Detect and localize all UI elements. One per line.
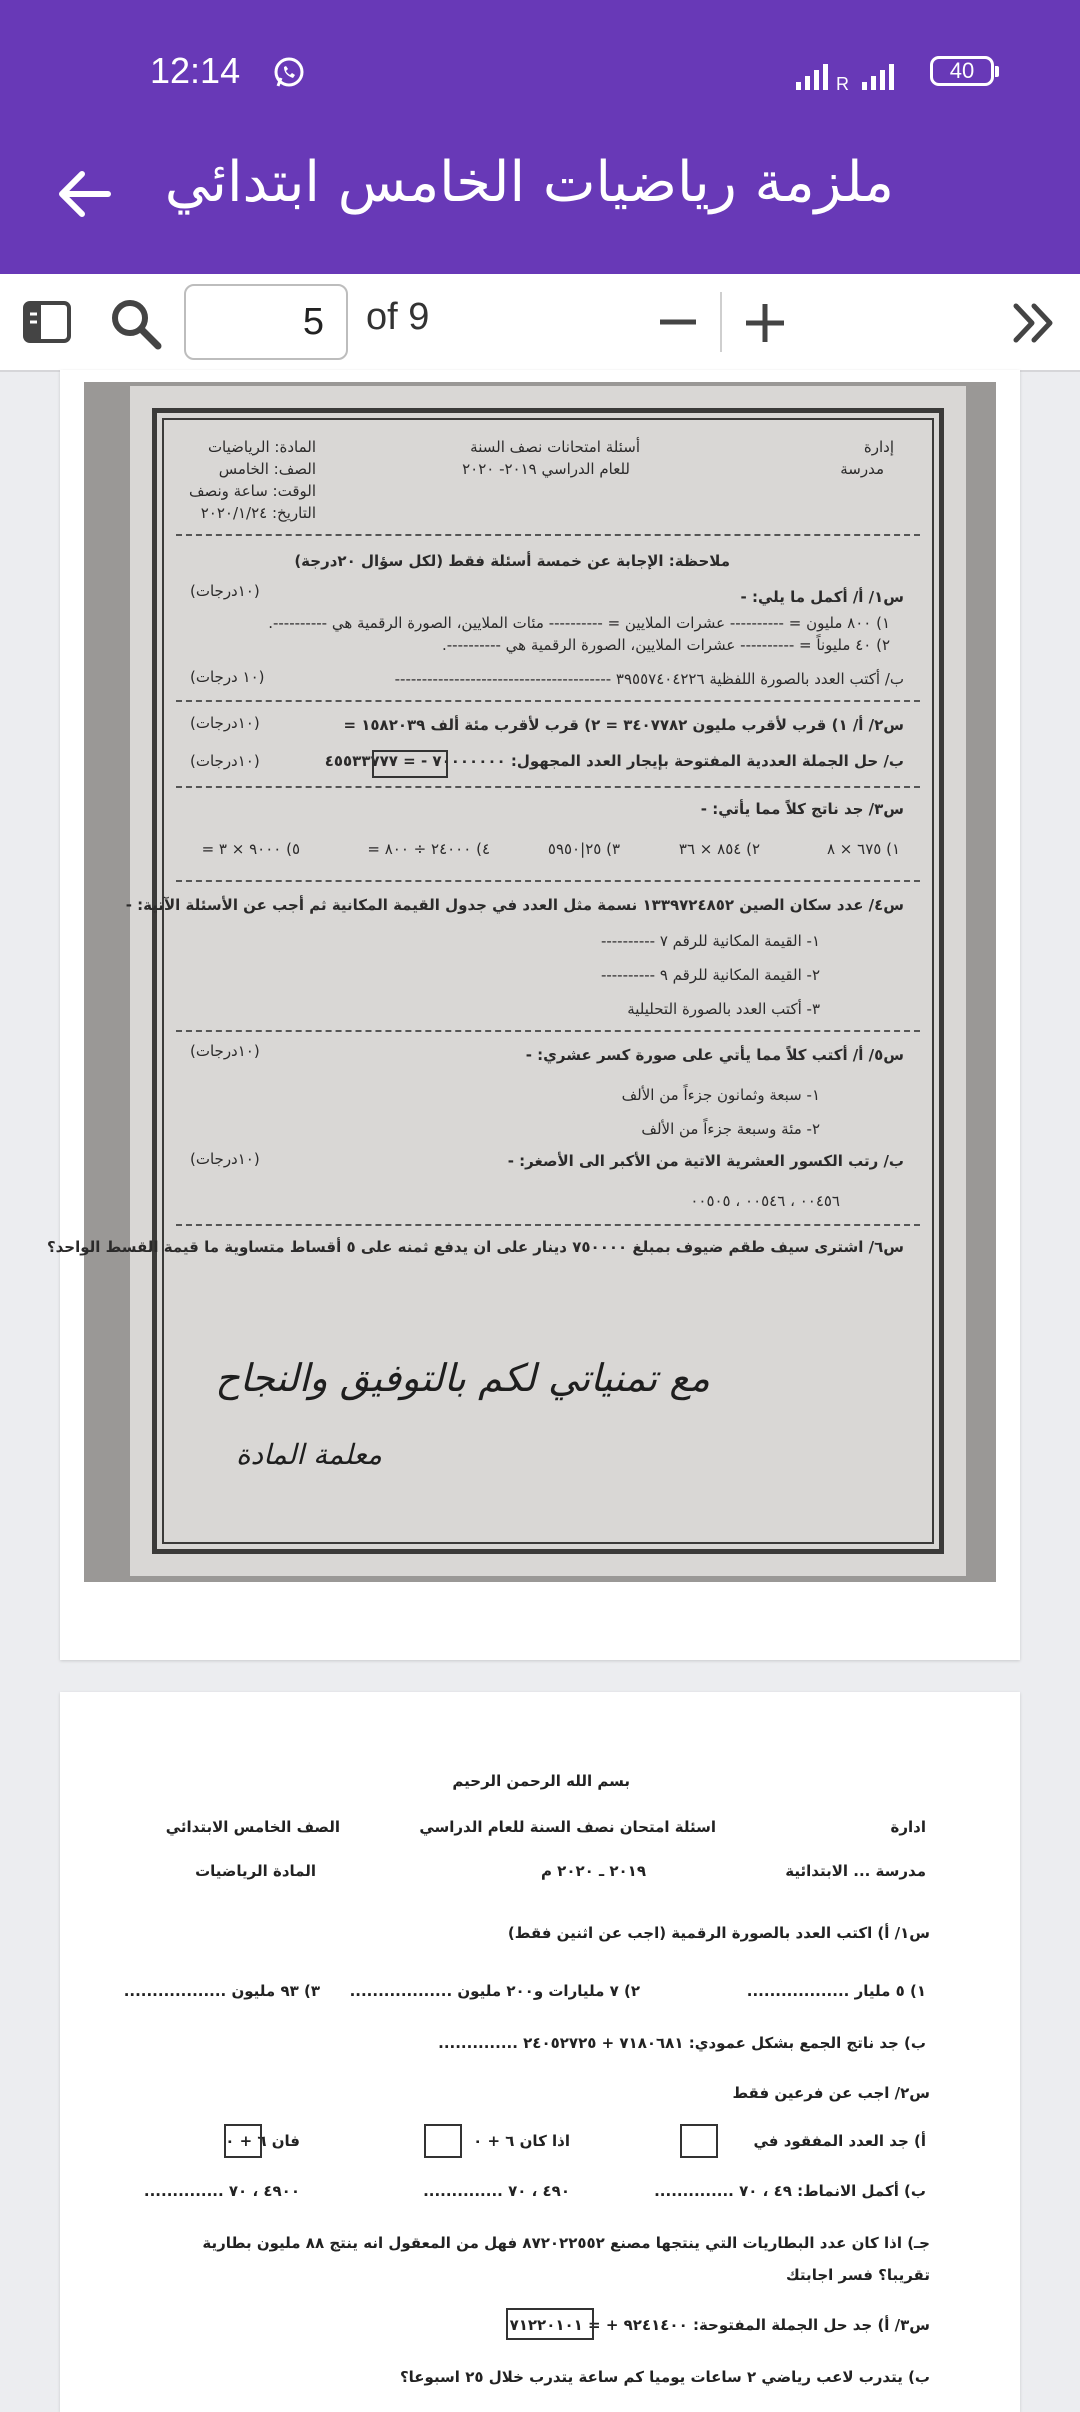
- divider: [176, 1224, 920, 1226]
- q1-line-1: ١) ٨٠٠ مليون = ---------- عشرات الملايين = ---------- مئات الملايين، الصورة الرقمية هي ----------.: [268, 614, 890, 632]
- p2-q2-a-3: فان ٦ + ٠: [225, 2132, 300, 2150]
- p2-q1-item-1: ١) ٥ مليار ..................: [746, 1982, 926, 2000]
- q2-b: ب/ حل الجملة العددية المفتوحة بإيجار العدد المجهول: ٧٠٠٠٠٠٠٠ - = ٤٥٥٣٣٧٧٧: [324, 752, 904, 770]
- q5-b: ب/ رتب الكسور العشرية الاتية من الأكبر الى الأصغر: -: [507, 1152, 904, 1170]
- header-left-2: الصف: الخامس: [218, 460, 316, 478]
- zoom-out-icon[interactable]: [656, 302, 700, 342]
- exam-note: ملاحظة: الإجابة عن خمسة أسئلة فقط (لكل سؤال ٢٠درجة): [294, 552, 730, 570]
- p2-q3: س٣/ أ) جد حل الجملة المفتوحة: ٩٢٤١٤٠٠ + = ٧١٢٢٠١٠١: [509, 2316, 930, 2334]
- divider: [176, 700, 920, 702]
- exam-paper: [46, 386, 966, 1576]
- p2-q2-b-3: ٤٩٠٠ ، ٧٠ ..............: [143, 2182, 300, 2200]
- zoom-in-icon[interactable]: [742, 300, 788, 346]
- header-left-3: الوقت: ساعة ونصف: [188, 482, 316, 500]
- toolbar-divider: [720, 292, 722, 352]
- q5-item-1: ١- سبعة وثمانون جزءاً من الألف: [621, 1086, 820, 1104]
- exam-sheet: [46, 426, 920, 1536]
- q4-item-3: ٣- أكتب العدد بالصورة التحليلية: [627, 1000, 820, 1018]
- p2-header-center-2: ٢٠١٩ ـ ٢٠٢٠ م: [540, 1862, 646, 1880]
- header-left-4: التاريخ: ٢٠٢٠/١/٢٤: [200, 504, 316, 522]
- q3-item-1: ١) ٦٧٥ × ٨: [826, 840, 900, 858]
- p2-q2-c-2: تقريبا؟ فسر اجابتك: [785, 2266, 930, 2284]
- sidebar-toggle-icon[interactable]: [22, 300, 72, 344]
- p2-header-left-1: الصف الخامس الابتدائي: [165, 1818, 340, 1836]
- p2-header-center-1: اسئلة امتحان نصف السنة للعام الدراسي: [419, 1818, 716, 1836]
- p2-header-right-1: ادارة: [890, 1818, 926, 1836]
- answer-box: [680, 2124, 718, 2158]
- q1-marks-a: (١٠درجات): [190, 582, 260, 600]
- p2-q2: س٢/ اجب عن فرعين فقط: [732, 2084, 930, 2102]
- answer-box: [424, 2124, 462, 2158]
- q3-title: س٣/ جد ناتج كلاً مما يأتي: -: [700, 800, 904, 818]
- whatsapp-icon: [272, 56, 306, 90]
- divider: [176, 1030, 920, 1032]
- p2-q2-b-1: ب) أكمل الانماط: ٤٩ ، ٧٠ ..............: [654, 2182, 926, 2200]
- page-number-input[interactable]: 5: [184, 284, 348, 360]
- divider: [176, 534, 920, 536]
- q1-title: س١/ أ/ أكمل ما يلي: -: [740, 588, 904, 606]
- page-total-label: of 9: [366, 296, 430, 338]
- p2-q2-c-1: جـ) اذا كان عدد البطاريات التي ينتجها مصنع ٨٧٢٠٢٢٥٥٢ فهل من المعقول انه ينتج ٨٨ مليون بطارية: [202, 2234, 930, 2252]
- status-bar: [0, 0, 1080, 146]
- app-title: ملزمة رياضيات الخامس ابتدائي: [164, 150, 894, 215]
- p2-q1: س١/ أ) اكتب العدد بالصورة الرقمية (اجب عن اثنين فقط): [507, 1924, 930, 1942]
- header-right-1: إدارة: [863, 438, 894, 456]
- p2-q2-a-1: أ) جد العدد المفقود في: [753, 2132, 926, 2150]
- q3-item-4: ٤) ٢٤٠٠٠ ÷ ٨٠٠ =: [367, 840, 490, 858]
- q4-title: س٤/ عدد سكان الصين ١٣٣٩٧٢٤٨٥٢ نسمة مثل العدد في جدول القيمة المكانية ثم أجب عن الأسئلة الآتية: -: [125, 896, 904, 914]
- pdf-page-6: [60, 1692, 1020, 2412]
- q5-marks-b: (١٠درجات): [190, 1150, 260, 1168]
- answer-box: [506, 2308, 594, 2340]
- header-center-1: أسئلة امتحانات نصف السنة: [470, 438, 640, 456]
- p2-q2-a-2: اذا كان ٦ + ٠: [473, 2132, 570, 2150]
- q2-marks-a: (١٠درجات): [190, 714, 260, 732]
- basmala: بسم الله الرحمن الرحيم: [452, 1772, 630, 1790]
- q6: س٦/ اشترى سيف طقم ضيوف بمبلغ ٧٥٠٠٠٠ دينار على ان يدفع ثمنه على ٥ أقساط متساوية ما قيمة القسط الواحد؟: [46, 1238, 904, 1256]
- p2-q1-b: ب) جد ناتج الجمع بشكل عمودي: ٧١٨٠٦٨١ + ٢٤٠٥٢٧٢٥ ..............: [438, 2034, 926, 2052]
- signal-icon: [796, 58, 920, 94]
- q4-item-1: ١- القيمة المكانية للرقم ٧ ----------: [600, 932, 820, 950]
- header-center-2: للعام الدراسي ٢٠١٩- ٢٠٢٠: [462, 460, 630, 478]
- battery-indicator: 40: [930, 56, 994, 86]
- answer-box: [372, 750, 448, 778]
- divider: [176, 786, 920, 788]
- q5-marks-a: (١٠درجات): [190, 1042, 260, 1060]
- q4-item-2: ٢- القيمة المكانية للرقم ٩ ----------: [600, 966, 820, 984]
- q5-title: س٥/ أ/ أكتب كلاً مما يأتي على صورة كسر عشري: -: [525, 1046, 904, 1064]
- divider: [176, 880, 920, 882]
- network-type: R: [836, 74, 849, 94]
- app-top-bar: [0, 0, 1080, 274]
- double-chevron-right-icon[interactable]: [1012, 302, 1056, 344]
- q3-item-3: ٣) ٢٥|٥٩٥٠: [547, 840, 620, 858]
- q5-item-2: ٢- مئة وسبعة جزءاً من الألف: [641, 1120, 820, 1138]
- p2-q2-b-2: ٤٩٠ ، ٧٠ ..............: [423, 2182, 570, 2200]
- exam-sheet-2: [60, 1692, 1020, 2412]
- q3-item-2: ٢) ٨٥٤ × ٣٦: [678, 840, 760, 858]
- exam-photo: [46, 382, 996, 1582]
- status-time: 12:14: [150, 50, 241, 91]
- q3-item-5: ٥) ٩٠٠٠ × ٣ =: [201, 840, 300, 858]
- pdf-toolbar: [0, 274, 1080, 372]
- p2-q3-b: ب) يتدرب لاعب رياضي ٢ ساعات يوميا كم ساعة يتدرب خلال ٢٥ اسبوعا؟: [399, 2368, 930, 2386]
- q1-marks-b: (١٠ درجات): [190, 668, 265, 686]
- answer-box: [224, 2124, 262, 2158]
- q1-b: ب/ أكتب العدد بالصورة اللفظية ٣٩٥٥٧٤٠٤٢٢٦ ----------------------------------------: [394, 670, 904, 688]
- q5-b-values: ٠٠٤٥٦ ، ٠٠٥٤٦ ، ٠٠٥٠٥: [690, 1192, 840, 1210]
- q2-marks-b: (١٠درجات): [190, 752, 260, 770]
- p2-q1-item-2: ٢) ٧ مليارات و٢٠٠ مليون ..................: [349, 1982, 640, 2000]
- q1-line-2: ٢) ٤٠ مليوناً = ---------- عشرات الملايين، الصورة الرقمية هي ----------.: [442, 636, 890, 654]
- back-arrow-icon[interactable]: [52, 162, 116, 226]
- p2-q1-item-3: ٣) ٩٣ مليون ..................: [123, 1982, 320, 2000]
- header-right-2: مدرسة: [840, 460, 884, 478]
- p2-header-right-2: مدرسة ... الابتدائية: [785, 1862, 926, 1880]
- p2-header-left-2: المادة الرياضيات: [195, 1862, 316, 1880]
- pdf-page-5: [46, 370, 1020, 1660]
- header-left-1: المادة: الرياضيات: [207, 438, 316, 456]
- q2-a: س٢/ أ/ ١) قرب لأقرب مليون ٣٤٠٧٧٨٢ = ٢) قرب لأقرب مئة ألف ١٥٨٢٠٣٩ =: [343, 716, 904, 734]
- closing-handwritten: مع تمنياتي لكم بالتوفيق والنجاح: [215, 1356, 710, 1400]
- search-icon[interactable]: [108, 296, 164, 352]
- teacher-handwritten: معلمة المادة: [236, 1438, 383, 1471]
